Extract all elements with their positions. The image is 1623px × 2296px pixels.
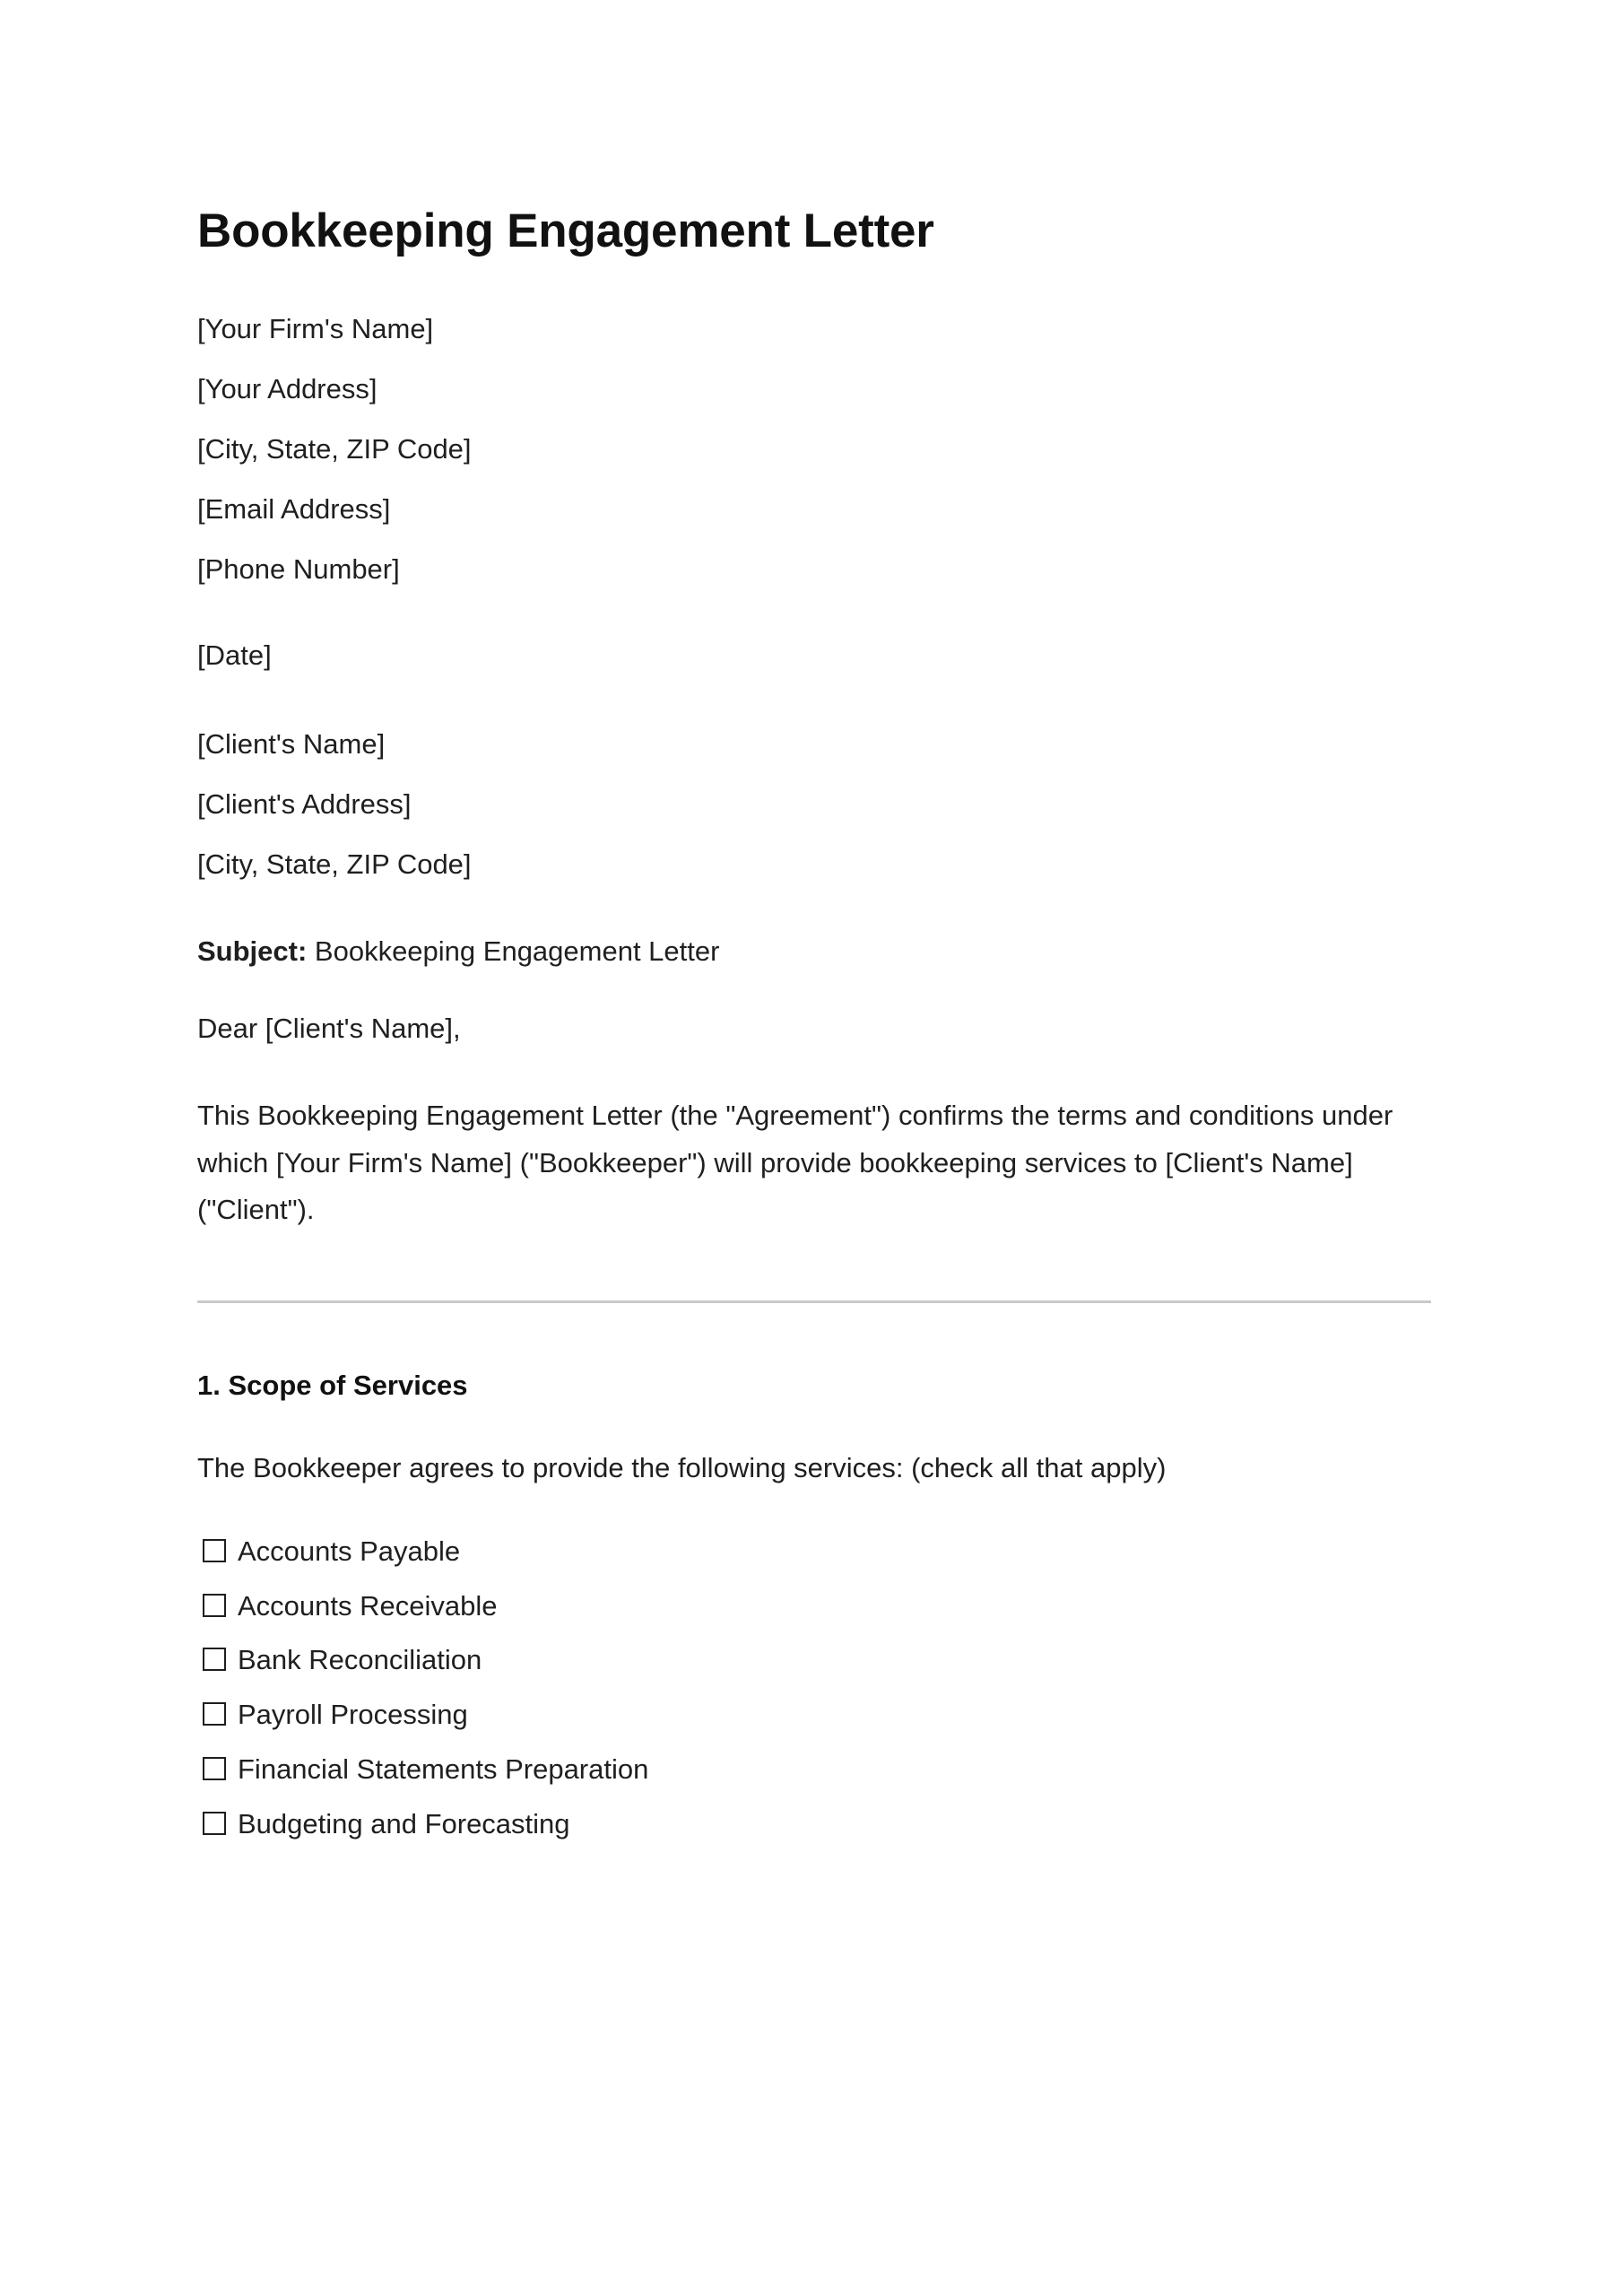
page-title: Bookkeeping Engagement Letter xyxy=(197,204,934,257)
document-date: [Date] xyxy=(197,639,272,672)
salutation: Dear [Client's Name], xyxy=(197,1013,461,1044)
sender-address: [Your Address] xyxy=(197,372,378,404)
checklist-item-label: Accounts Receivable xyxy=(238,1589,498,1622)
checklist-item-label: Payroll Processing xyxy=(238,1699,468,1731)
checklist-item-label: Budgeting and Forecasting xyxy=(238,1807,570,1839)
checkbox-icon[interactable] xyxy=(203,1648,226,1671)
list-item[interactable] xyxy=(203,1696,1431,1734)
services-checklist xyxy=(197,1533,1431,1843)
recipient-address-block xyxy=(197,726,1431,883)
list-item[interactable] xyxy=(203,1805,1431,1843)
checkbox-icon[interactable] xyxy=(203,1812,226,1835)
recipient-city-state-zip: [City, State, ZIP Code] xyxy=(197,848,472,881)
list-item[interactable] xyxy=(203,1641,1431,1679)
checklist-item-label: Bank Reconciliation xyxy=(238,1644,482,1676)
subject-line xyxy=(197,934,1431,970)
sender-firm-name: [Your Firm's Name] xyxy=(197,312,434,344)
section-divider xyxy=(197,1300,1431,1303)
sender-city-state-zip: [City, State, ZIP Code] xyxy=(197,432,472,465)
intro-paragraph: This Bookkeeping Engagement Letter (the "Agreement") confirms the terms and conditions under which [Your Firm's Name] ("Bookkeeper") will provide bookkeeping services to [Client's Name] ("Client"). xyxy=(197,1099,1393,1226)
checkbox-icon[interactable] xyxy=(203,1757,226,1780)
list-item[interactable] xyxy=(203,1533,1431,1570)
list-item[interactable] xyxy=(203,1587,1431,1625)
checkbox-icon[interactable] xyxy=(203,1702,226,1726)
document-content xyxy=(197,0,1431,1843)
sender-phone: [Phone Number] xyxy=(197,552,400,585)
checklist-item-label: Accounts Payable xyxy=(238,1535,461,1567)
checklist-item-label: Financial Statements Preparation xyxy=(238,1753,649,1786)
list-item[interactable] xyxy=(203,1751,1431,1788)
recipient-address: [Client's Address] xyxy=(197,788,412,821)
section-heading-scope-of-services: 1. Scope of Services xyxy=(197,1369,468,1401)
checkbox-icon[interactable] xyxy=(203,1539,226,1562)
section-intro-scope-of-services: The Bookkeeper agrees to provide the following services: (check all that apply) xyxy=(197,1452,1167,1484)
sender-address-block xyxy=(197,311,1431,588)
recipient-name: [Client's Name] xyxy=(197,728,386,761)
checkbox-icon[interactable] xyxy=(203,1594,226,1617)
subject-value: Bookkeeping Engagement Letter xyxy=(307,935,720,968)
subject-label: Subject: xyxy=(197,935,308,968)
sender-email: [Email Address] xyxy=(197,492,391,525)
